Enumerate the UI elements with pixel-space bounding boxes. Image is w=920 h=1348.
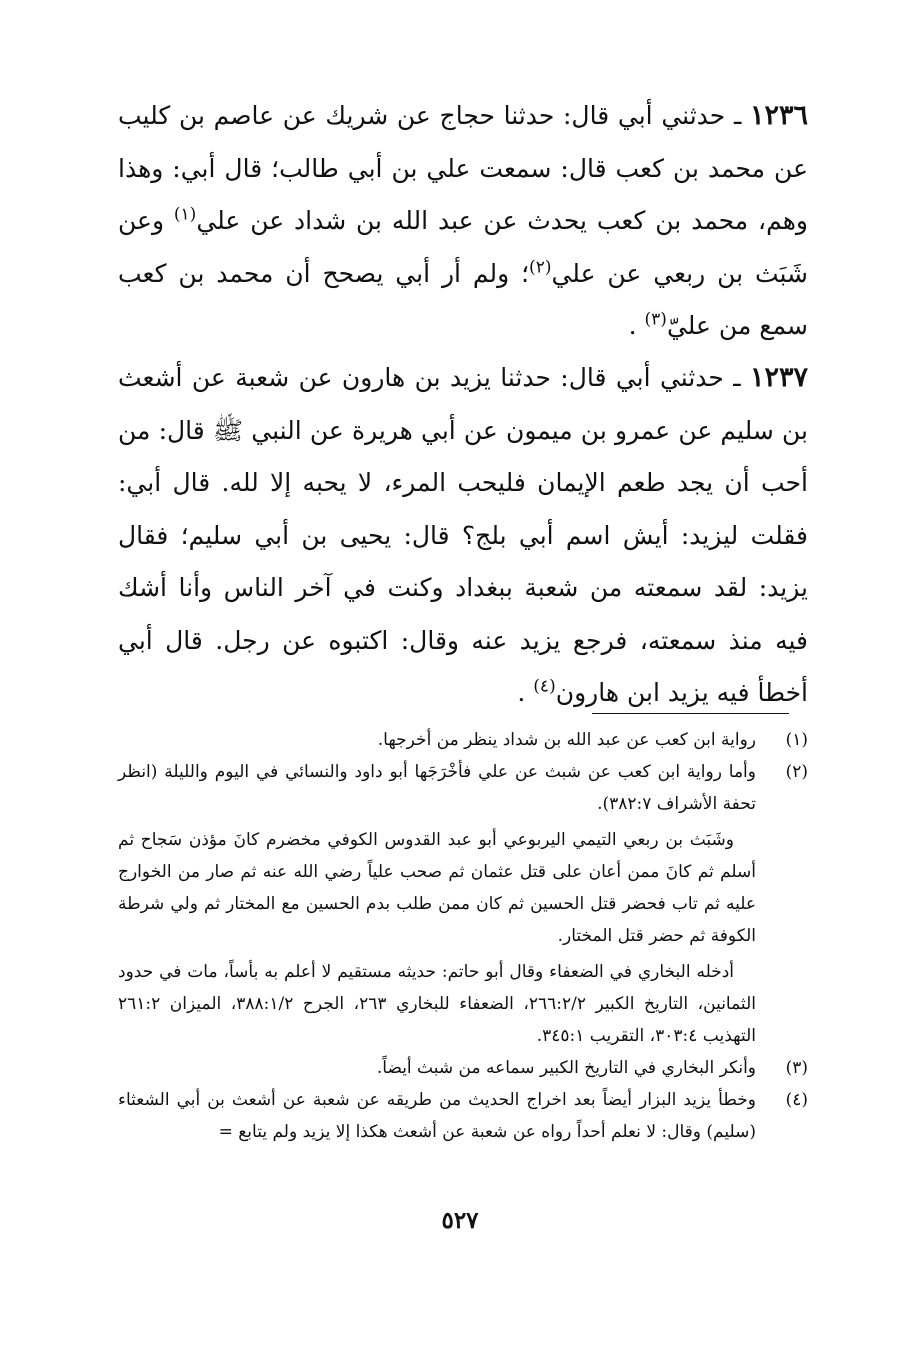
footnote-2-biography: وشَبَث بن ربعي التيمي اليربوعي أبو عبد القدوس الكوفي مخضرم كانَ مؤذن سَجاح ثم أسلم ثم كانَ ممن أعان على قتل عثمان ثم صحب علياً رضي الله عنه ثم صار من الخوارج عليه ثم تاب فحضر قتل الحسين ثم كان ممن طلب بدم الحسين مع المختار ثم ولي شرطة الكوفة ثم حضر قتل المختار. — [118, 830, 756, 946]
entry-text: ؛ ولم أر أبي يصحح أن محمد بن كعب سمع من عليّ — [118, 258, 808, 340]
footnote-number: (١) — [785, 730, 808, 750]
entry-number: ١٢٣٦ — [749, 100, 808, 131]
footnote-separator — [592, 713, 789, 714]
entry-text: . — [517, 678, 534, 707]
entry-text: ـ حدثني أبي قال: حدثنا يزيد بن هارون عن شعبة عن أشعث بن سليم عن عمرو بن ميمون عن أبي هريرة عن النبي ﷺ قال: من أحب أن يجد طعم الإيمان فليحب المرء، لا يحبه إلا لله. قال أبي: فقلت ليزيد: أيش اسم أبي بلج؟ قال: يحيى بن أبي سليم؛ فقال يزيد: لقد سمعته من شعبة ببغداد وكنت في آخر الناس وأنا أشك فيه منذ سمعته، فرجع يزيد عنه وقال: اكتبوه عن رجل. قال أبي أخطأ فيه يزيد ابن هارون — [118, 363, 808, 707]
footnote-3 — [118, 1052, 808, 1084]
footnote-ref-1[interactable]: (١) — [173, 204, 197, 225]
footnote-text: وأما رواية ابن كعب عن شبث عن علي فأخْرَجَها أبو داود والنسائي في اليوم والليلة (انظر تحفة الأشراف ٣٨٢:٧). — [118, 762, 756, 814]
footnote-ref-4[interactable]: (٤) — [533, 676, 556, 697]
footnote-1 — [118, 724, 808, 756]
entry-number: ١٢٣٧ — [749, 362, 808, 393]
footnote-number: (٤) — [785, 1090, 808, 1110]
entry-text: ـ حدثني أبي قال: حدثنا حجاج عن شريك عن عاصم بن كليب عن محمد بن كعب قال: سمعت علي بن أبي طالب؛ قال أبي: وهذا وهم، محمد بن كعب يحدث عن عبد الله بن شداد عن علي — [118, 101, 809, 235]
footnote-2-sources: أدخله البخاري في الضعفاء وقال أبو حاتم: حديثه مستقيم لا أعلم به بأساً، مات في حدود الثمانين، التاريخ الكبير ٢٦٦:٢/٢، الضعفاء للبخاري ٢٦٣، الجرح ٣٨٨:١/٢، الميزان ٢٦١:٢ التهذيب ٣٠٣:٤، التقريب ٣٤٥:١. — [118, 962, 756, 1046]
footnote-text: وأنكر البخاري في التاريخ الكبير سماعه من شبث أيضاً. — [376, 1058, 756, 1078]
hadith-entry-1237 — [118, 352, 808, 720]
footnote-4 — [118, 1084, 808, 1148]
footnote-text: وخطأ يزيد البزار أيضاً بعد اخراج الحديث من طريقه عن شعبة عن أشعث بن أبي الشعثاء (سليم) وقال: لا نعلم أحداً رواه عن شعبة عن أشعث هكذا إلا يزيد ولم يتابع = — [118, 1090, 756, 1142]
entry-text: . — [628, 311, 645, 340]
footnote-2 — [118, 756, 808, 820]
footnote-ref-2[interactable]: (٢) — [529, 257, 552, 278]
footnote-text: رواية ابن كعب عن عبد الله بن شداد ينظر من أخرجها. — [377, 730, 756, 750]
footnote-number: (٢) — [785, 762, 808, 782]
hadith-entry-1236 — [118, 90, 808, 353]
footnotes — [118, 724, 808, 1148]
footnote-number: (٣) — [785, 1058, 808, 1078]
entry-text: وعن شَبَث بن ربعي عن علي — [118, 206, 808, 288]
page-number: ٥٢٧ — [441, 1207, 479, 1234]
footnote-ref-3[interactable]: (٣) — [644, 309, 667, 330]
